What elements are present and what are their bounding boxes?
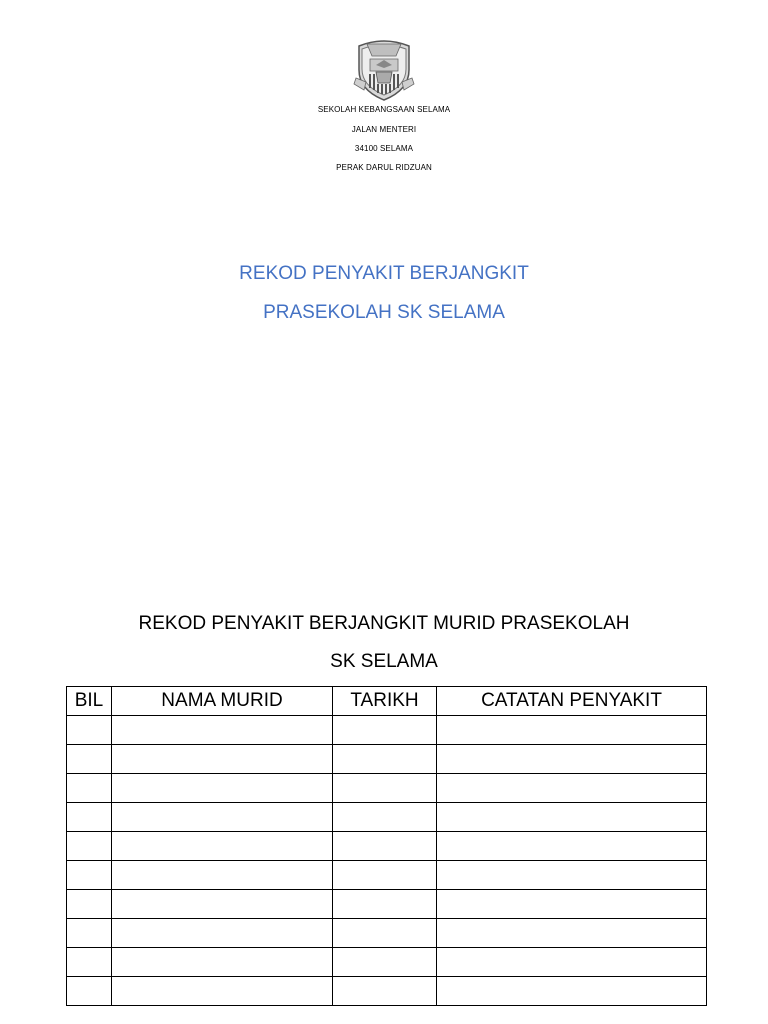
table-row [67, 803, 707, 832]
table-cell[interactable] [67, 832, 112, 861]
table-row [67, 948, 707, 977]
table-cell[interactable] [112, 977, 333, 1006]
cover-title-line-1: REKOD PENYAKIT BERJANGKIT [239, 263, 529, 284]
column-header-bil: BIL [67, 687, 112, 716]
disease-record-table [66, 686, 707, 1006]
table-cell[interactable] [437, 890, 707, 919]
column-header-nama-murid: NAMA MURID [112, 687, 333, 716]
school-postcode-city: 34100 SELAMA [354, 144, 414, 153]
table-cell[interactable] [437, 716, 707, 745]
table-cell[interactable] [112, 948, 333, 977]
table-cell[interactable] [333, 977, 437, 1006]
table-cell[interactable] [112, 716, 333, 745]
table-cell[interactable] [437, 977, 707, 1006]
table-cell[interactable] [333, 832, 437, 861]
table-cell[interactable] [112, 745, 333, 774]
school-street: JALAN MENTERI [351, 125, 417, 134]
table-cell[interactable] [112, 803, 333, 832]
table-cell[interactable] [112, 774, 333, 803]
table-cell[interactable] [333, 774, 437, 803]
table-row [67, 861, 707, 890]
table-cell[interactable] [67, 803, 112, 832]
table-cell[interactable] [333, 861, 437, 890]
table-cell[interactable] [333, 890, 437, 919]
table-cell[interactable] [67, 977, 112, 1006]
table-header-row [67, 687, 707, 716]
table-row [67, 890, 707, 919]
table-cell[interactable] [437, 861, 707, 890]
table-cell[interactable] [333, 803, 437, 832]
table-row [67, 919, 707, 948]
table-cell[interactable] [67, 861, 112, 890]
table-cell[interactable] [437, 919, 707, 948]
school-name: SEKOLAH KEBANGSAAN SELAMA [317, 105, 451, 114]
table-cell[interactable] [437, 832, 707, 861]
table-cell[interactable] [67, 890, 112, 919]
table-cell[interactable] [437, 745, 707, 774]
table-cell[interactable] [333, 948, 437, 977]
table-cell[interactable] [67, 774, 112, 803]
cover-title-line-2: PRASEKOLAH SK SELAMA [263, 302, 505, 323]
table-row [67, 716, 707, 745]
column-header-catatan-penyakit: CATATAN PENYAKIT [437, 687, 707, 716]
column-header-tarikh: TARIKH [333, 687, 437, 716]
table-cell[interactable] [67, 745, 112, 774]
table-cell[interactable] [437, 948, 707, 977]
table-cell[interactable] [112, 861, 333, 890]
table-cell[interactable] [437, 803, 707, 832]
record-heading-line-1: REKOD PENYAKIT BERJANGKIT MURID PRASEKOLAH [138, 613, 630, 634]
table-cell[interactable] [333, 716, 437, 745]
table-row [67, 832, 707, 861]
table-row [67, 774, 707, 803]
record-heading-line-2: SK SELAMA [330, 651, 438, 672]
school-crest-icon [352, 36, 416, 102]
table-cell[interactable] [333, 919, 437, 948]
table-cell[interactable] [437, 774, 707, 803]
table-cell[interactable] [112, 919, 333, 948]
table-cell[interactable] [112, 832, 333, 861]
table-cell[interactable] [333, 745, 437, 774]
table-cell[interactable] [67, 919, 112, 948]
table-cell[interactable] [112, 890, 333, 919]
table-row [67, 977, 707, 1006]
school-state: PERAK DARUL RIDZUAN [336, 163, 432, 172]
table-cell[interactable] [67, 948, 112, 977]
table-row [67, 745, 707, 774]
table-cell[interactable] [67, 716, 112, 745]
